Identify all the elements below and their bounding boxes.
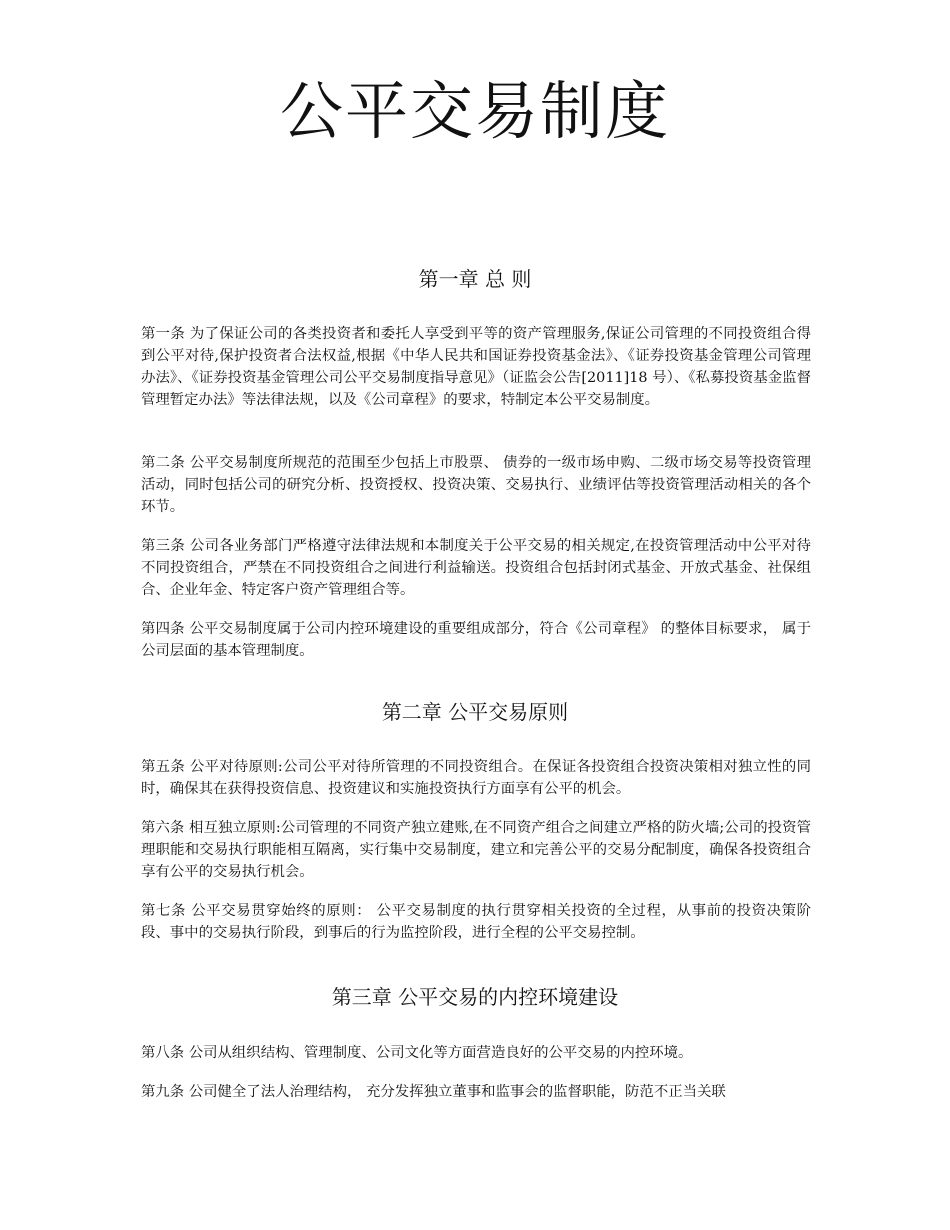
chapter-1-title: 第一章 总 则 xyxy=(418,267,532,291)
article-9 xyxy=(141,1081,811,1103)
chapter-3-title: 第三章 公平交易的内控环境建设 xyxy=(331,985,619,1009)
article-5: 第五条 公平对待原则:公司公平对待所管理的不同投资组合。在保证各投资组合投资决策相对独立性的同时，确保其在获得投资信息、投资建议和实施投资执行方面享有公平的机会。 xyxy=(141,759,811,797)
article-3: 第三条 公司各业务部门严格遵守法律法规和本制度关于公平交易的相关规定,在投资管理活动中公平对待不同投资组合，严禁在不同投资组合之间进行利益输送。投资组合包括封闭式基金、开放式基金、社保组合、企业年金、特定客户资产管理组合等。 xyxy=(141,538,811,598)
article-2: 第二条 公平交易制度所规范的范围至少包括上市股票、 债券的一级市场申购、二级市场交易等投资管理活动，同时包括公司的研究分析、投资授权、投资决策、交易执行、业绩评估等投资管理活动相关的各个环节。 xyxy=(141,455,811,515)
document-title: 公平交易制度 xyxy=(280,75,670,148)
chapter-2-title: 第二章 公平交易原则 xyxy=(381,700,569,724)
article-6: 第六条 相互独立原则:公司管理的不同资产独立建账,在不同资产组合之间建立严格的防火墙;公司的投资管理职能和交易执行职能相互隔离，实行集中交易制度，建立和完善公平的交易分配制度，确保各投资组合享有公平的交易执行机会。 xyxy=(141,820,811,880)
article-4: 第四条 公平交易制度属于公司内控环境建设的重要组成部分，符合《公司章程》 的整体目标要求， 属于公司层面的基本管理制度。 xyxy=(141,621,811,659)
article-8: 第八条 公司从组织结构、管理制度、公司文化等方面营造良好的公平交易的内控环境。 xyxy=(141,1045,693,1061)
article-1: 第一条 为了保证公司的各类投资者和委托人享受到平等的资产管理服务,保证公司管理的不同投资组合得到公平对待,保护投资者合法权益,根据《中华人民共和国证券投资基金法》、《证券投资基金管理公司管理办法》、《证券投资基金管理公司公平交易制度指导意见》（证监会公告[2011]18 号）、《私募投资基金监督管理暂定办法》等法律法规，以及《公司章程》的要求，特制定本公平交易制度。 xyxy=(141,326,811,408)
article-7: 第七条 公平交易贯穿始终的原则： 公平交易制度的执行贯穿相关投资的全过程，从事前的投资决策阶段、事中的交易执行阶段，到事后的行为监控阶段，进行全程的公平交易控制。 xyxy=(141,903,811,941)
article-9-text: 第九条 公司健全了法人治理结构， 充分发挥独立董事和监事会的监督职能，防范不正当关联 xyxy=(141,1084,726,1100)
